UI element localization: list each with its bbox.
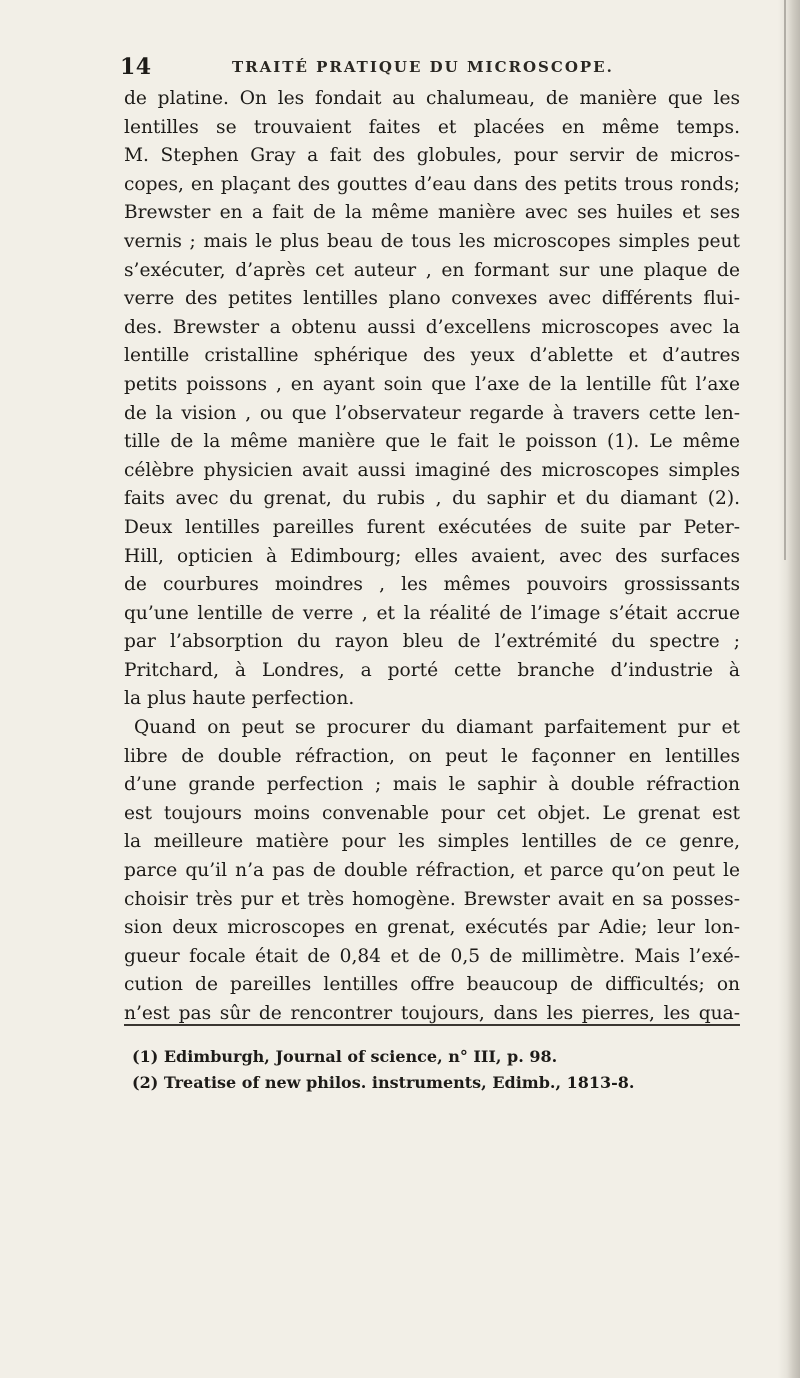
- text-line: copes, en plaçant des gouttes d’eau dans des petits trous ronds;: [124, 173, 740, 195]
- text-line: des. Brewster a obtenu aussi d’excellens microscopes avec la: [124, 316, 740, 338]
- text-line: de platine. On les fondait au chalumeau, de manière que les: [124, 88, 740, 109]
- text-line: n’est pas sûr de rencontrer toujours, dans les pierres, les qua-: [124, 1003, 740, 1024]
- text-line: parce qu’il n’a pas de double réfraction, et parce qu’on peut le: [124, 860, 740, 882]
- text-line: d’une grande perfection ; mais le saphir à double réfraction: [124, 774, 740, 796]
- text-line: Hill, opticien à Edimbourg; elles avaient, avec des surfaces: [124, 545, 740, 567]
- text-line: libre de double réfraction, on peut le façonner en lentilles: [124, 745, 740, 767]
- footnote-rule: [124, 1024, 740, 1026]
- page-edge-shadow: [778, 0, 800, 1378]
- text-line: gueur focale était de 0,84 et de 0,5 de millimètre. Mais l’exé-: [124, 945, 740, 967]
- text-line: de courbures moindres , les mêmes pouvoirs grossissants: [124, 574, 740, 596]
- text-line: qu’une lentille de verre , et la réalité de l’image s’était accrue: [124, 602, 740, 624]
- text-line: M. Stephen Gray a fait des globules, pour servir de micros-: [124, 145, 740, 167]
- text-line: s’exécuter, d’après cet auteur , en formant sur une plaque de: [124, 259, 740, 281]
- text-line: Pritchard, à Londres, a porté cette branche d’industrie à: [124, 659, 740, 681]
- running-head: TRAITÉ PRATIQUE DU MICROSCOPE.: [232, 58, 614, 76]
- text-line: la meilleure matière pour les simples lentilles de ce genre,: [124, 831, 740, 853]
- text-line: Deux lentilles pareilles furent exécutées de suite par Peter-: [124, 516, 740, 538]
- text-line: Quand on peut se procurer du diamant parfaitement pur et: [134, 717, 740, 739]
- text-line: célèbre physicien avait aussi imaginé des microscopes simples: [124, 459, 740, 481]
- text-line: verre des petites lentilles plano convexes avec différents flui-: [124, 288, 740, 310]
- text-line: Brewster en a fait de la même manière avec ses huiles et ses: [124, 202, 740, 224]
- page-edge-line: [784, 0, 786, 560]
- text-line: lentille cristalline sphérique des yeux d’ablette et d’autres: [124, 345, 740, 367]
- page-number: 14: [120, 54, 152, 80]
- page-header: [120, 54, 740, 80]
- body-text: [124, 85, 740, 1029]
- text-line: petits poissons , en ayant soin que l’axe de la lentille fût l’axe: [124, 373, 740, 395]
- text-line: lentilles se trouvaient faites et placées en même temps.: [124, 116, 740, 138]
- footnotes: [132, 1044, 732, 1096]
- text-line: est toujours moins convenable pour cet objet. Le grenat est: [124, 802, 740, 824]
- footnote: (1) Edimburgh, Journal of science, n° III, p. 98.: [132, 1047, 558, 1066]
- text-line: cution de pareilles lentilles offre beaucoup de difficultés; on: [124, 974, 740, 996]
- text-line: faits avec du grenat, du rubis , du saphir et du diamant (2).: [124, 488, 740, 510]
- text-line: la plus haute perfection.: [124, 688, 355, 710]
- text-line: sion deux microscopes en grenat, exécutés par Adie; leur lon-: [124, 917, 740, 939]
- text-line: choisir très pur et très homogène. Brewster avait en sa posses-: [124, 888, 740, 910]
- footnote: (2) Treatise of new philos. instruments, Edimb., 1813-8.: [132, 1073, 635, 1092]
- text-line: vernis ; mais le plus beau de tous les microscopes simples peut: [124, 230, 740, 252]
- text-line: de la vision , ou que l’observateur regarde à travers cette len-: [124, 402, 740, 424]
- text-line: tille de la même manière que le fait le poisson (1). Le même: [124, 431, 740, 453]
- text-line: par l’absorption du rayon bleu de l’extrémité du spectre ;: [124, 631, 740, 653]
